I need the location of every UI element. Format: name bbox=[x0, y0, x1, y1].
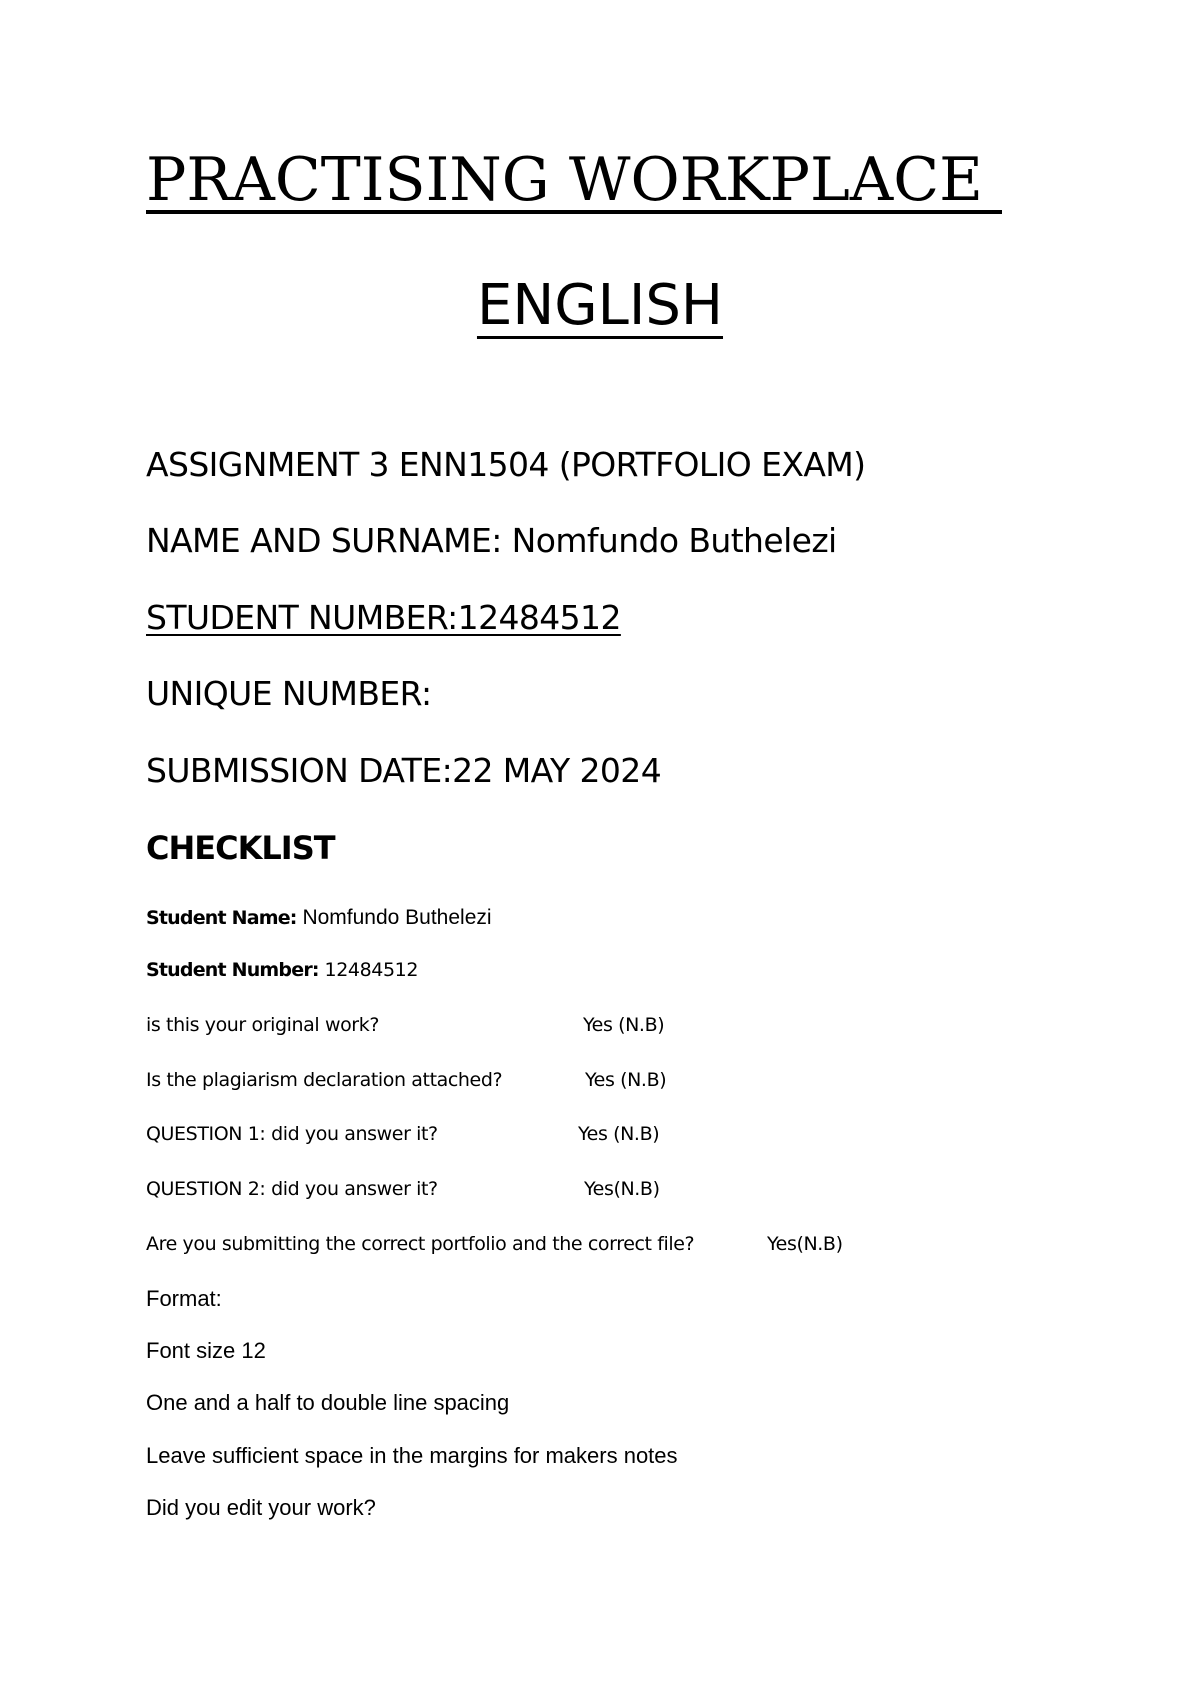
checklist-question: Are you submitting the correct portfolio and the correct file? bbox=[146, 1233, 695, 1255]
checklist-answer: Yes (N.B) bbox=[578, 1123, 660, 1145]
unique-number-line: UNIQUE NUMBER: bbox=[146, 674, 432, 713]
name-line bbox=[146, 521, 837, 560]
checklist-heading: CHECKLIST bbox=[146, 829, 335, 867]
format-line: Leave sufficient space in the margins for makers notes bbox=[146, 1443, 678, 1468]
checklist-student-number-label: Student Number: bbox=[146, 959, 325, 981]
format-line: One and a half to double line spacing bbox=[146, 1390, 510, 1415]
name-value: Nomfundo Buthelezi bbox=[511, 521, 837, 560]
checklist-question: QUESTION 2: did you answer it? bbox=[146, 1178, 438, 1200]
checklist-student-number bbox=[146, 961, 418, 980]
checklist-student-name bbox=[146, 907, 492, 928]
student-number-line: STUDENT NUMBER:12484512 bbox=[146, 598, 621, 637]
checklist-student-name-value: Nomfundo Buthelezi bbox=[302, 906, 492, 929]
format-line: Did you edit your work? bbox=[146, 1495, 376, 1520]
format-label: Format: bbox=[146, 1286, 222, 1311]
checklist-question: is this your original work? bbox=[146, 1014, 380, 1036]
title-line-2 bbox=[0, 273, 1200, 338]
checklist-answer: Yes (N.B) bbox=[585, 1069, 667, 1091]
checklist-student-number-value: 12484512 bbox=[324, 959, 419, 981]
checklist-question: QUESTION 1: did you answer it? bbox=[146, 1123, 438, 1145]
checklist-student-name-label: Student Name: bbox=[146, 907, 303, 929]
format-line: Font size 12 bbox=[146, 1338, 266, 1363]
checklist-answer: Yes(N.B) bbox=[767, 1233, 843, 1255]
checklist-answer: Yes (N.B) bbox=[583, 1014, 665, 1036]
submission-date-line: SUBMISSION DATE:22 MAY 2024 bbox=[146, 751, 662, 790]
name-label: NAME AND SURNAME: bbox=[146, 521, 512, 560]
assignment-line: ASSIGNMENT 3 ENN1504 (PORTFOLIO EXAM) bbox=[146, 445, 866, 484]
checklist-question: Is the plagiarism declaration attached? bbox=[146, 1069, 503, 1091]
title-line-2-text: ENGLISH bbox=[476, 273, 724, 338]
checklist-answer: Yes(N.B) bbox=[584, 1178, 660, 1200]
title-line-1: PRACTISING WORKPLACE bbox=[146, 145, 1002, 215]
